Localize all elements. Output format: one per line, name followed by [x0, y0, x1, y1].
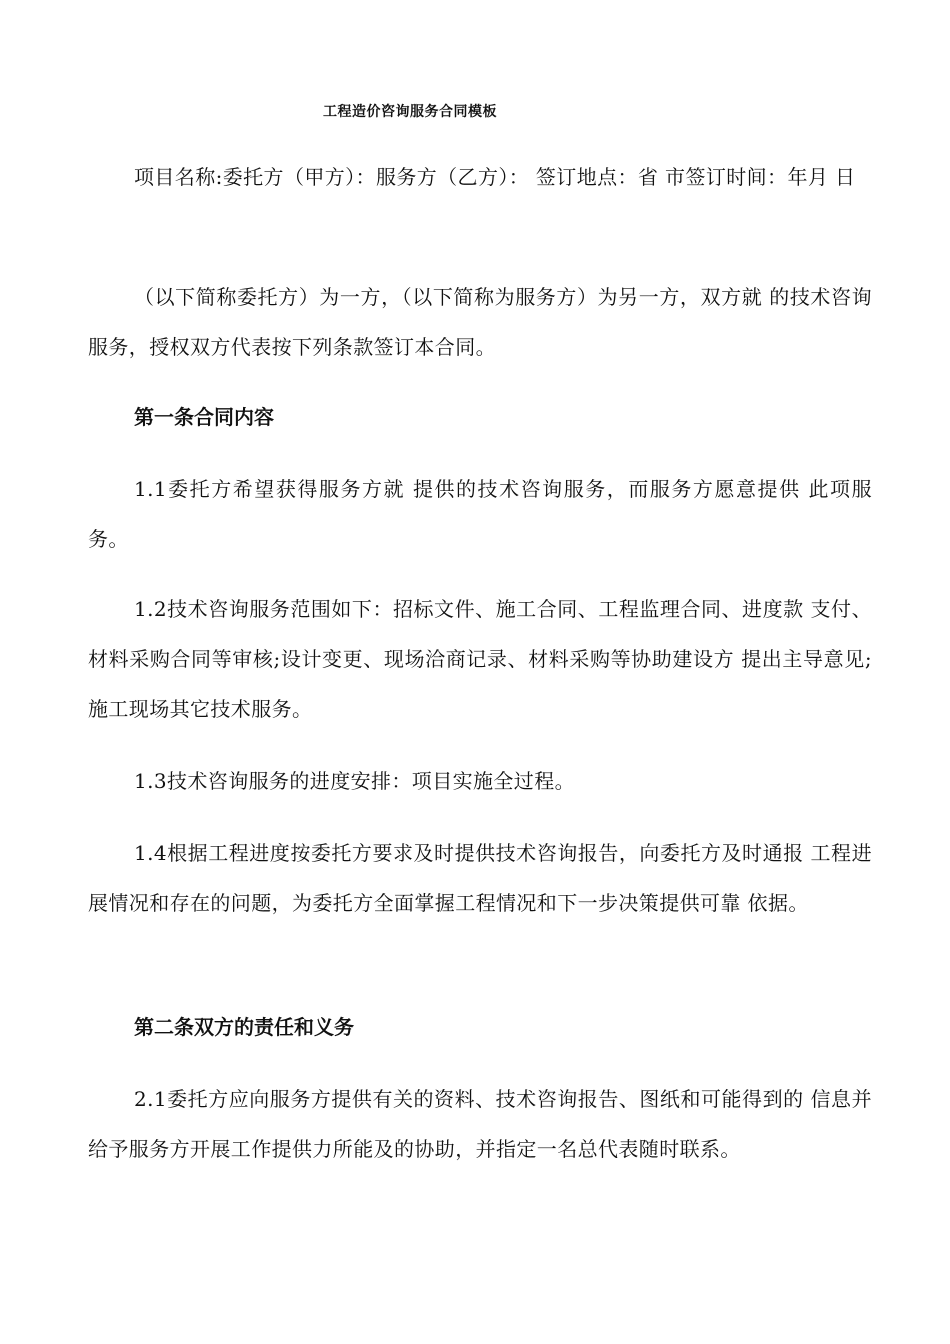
clause-1-1: 1.1委托方希望获得服务方就 提供的技术咨询服务，而服务方愿意提供 此项服务。	[88, 477, 872, 551]
clause-1-3: 1.3技术咨询服务的进度安排：项目实施全过程。	[134, 769, 576, 793]
clause-1-2: 1.2技术咨询服务范围如下：招标文件、施工合同、工程监理合同、进度款 支付、材料采购合同等审核;设计变更、现场洽商记录、材料采购等协助建设方 提出主导意见;施工现场其它技术服务。	[88, 597, 872, 721]
contract-header-paragraph: 项目名称:委托方（甲方）：服务方（乙方）： 签订地点：省 市签订时间：年月 日	[134, 165, 856, 189]
article-1-heading: 第一条合同内容	[134, 405, 274, 429]
clause-2-1: 2.1委托方应向服务方提供有关的资料、技术咨询报告、图纸和可能得到的 信息并给予服务方开展工作提供力所能及的协助，并指定一名总代表随时联系。	[88, 1087, 872, 1161]
article-2-heading: 第二条双方的责任和义务	[134, 1015, 354, 1039]
document-title: 工程造价咨询服务合同模板	[323, 104, 497, 120]
clause-1-4: 1.4根据工程进度按委托方要求及时提供技术咨询报告，向委托方及时通报 工程进展情况和存在的问题，为委托方全面掌握工程情况和下一步决策提供可靠 依据。	[88, 841, 872, 915]
intro-paragraph: （以下简称委托方）为一方，（以下简称为服务方）为另一方，双方就 的技术咨询服务，授权双方代表按下列条款签订本合同。	[88, 285, 872, 359]
